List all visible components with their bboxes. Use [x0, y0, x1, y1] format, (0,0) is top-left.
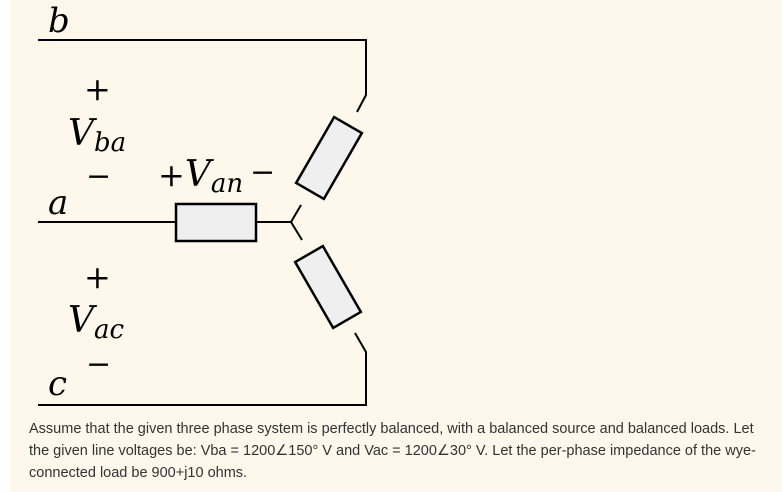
- load-resistor-b: [296, 117, 362, 199]
- wire-to-lower-load: [291, 222, 302, 240]
- vba-plus: +: [84, 70, 111, 108]
- node-label-b: b: [48, 1, 70, 41]
- problem-description: Assume that the given three phase system is perfectly balanced, with a balanced source and balanced loads. Let the given line voltages be: Vba = 1200∠150° V and Vac = 1200∠30° V. Let the per-phase impedance of the wye-connected load be 900+j10 ohms.: [29, 421, 756, 481]
- node-label-a: a: [48, 183, 69, 223]
- vac-label: Vac: [68, 300, 125, 345]
- vba-label: Vba: [68, 113, 127, 158]
- load-resistor-c: [295, 246, 361, 328]
- van-label: +Van: [158, 154, 244, 199]
- vac-plus: +: [84, 258, 111, 296]
- vac-minus: −: [86, 347, 112, 382]
- vba-minus: −: [86, 159, 112, 194]
- load-resistor-a: [176, 204, 256, 241]
- wire-to-upper-load: [291, 205, 301, 222]
- van-minus: −: [250, 155, 276, 190]
- node-label-c: c: [48, 364, 68, 404]
